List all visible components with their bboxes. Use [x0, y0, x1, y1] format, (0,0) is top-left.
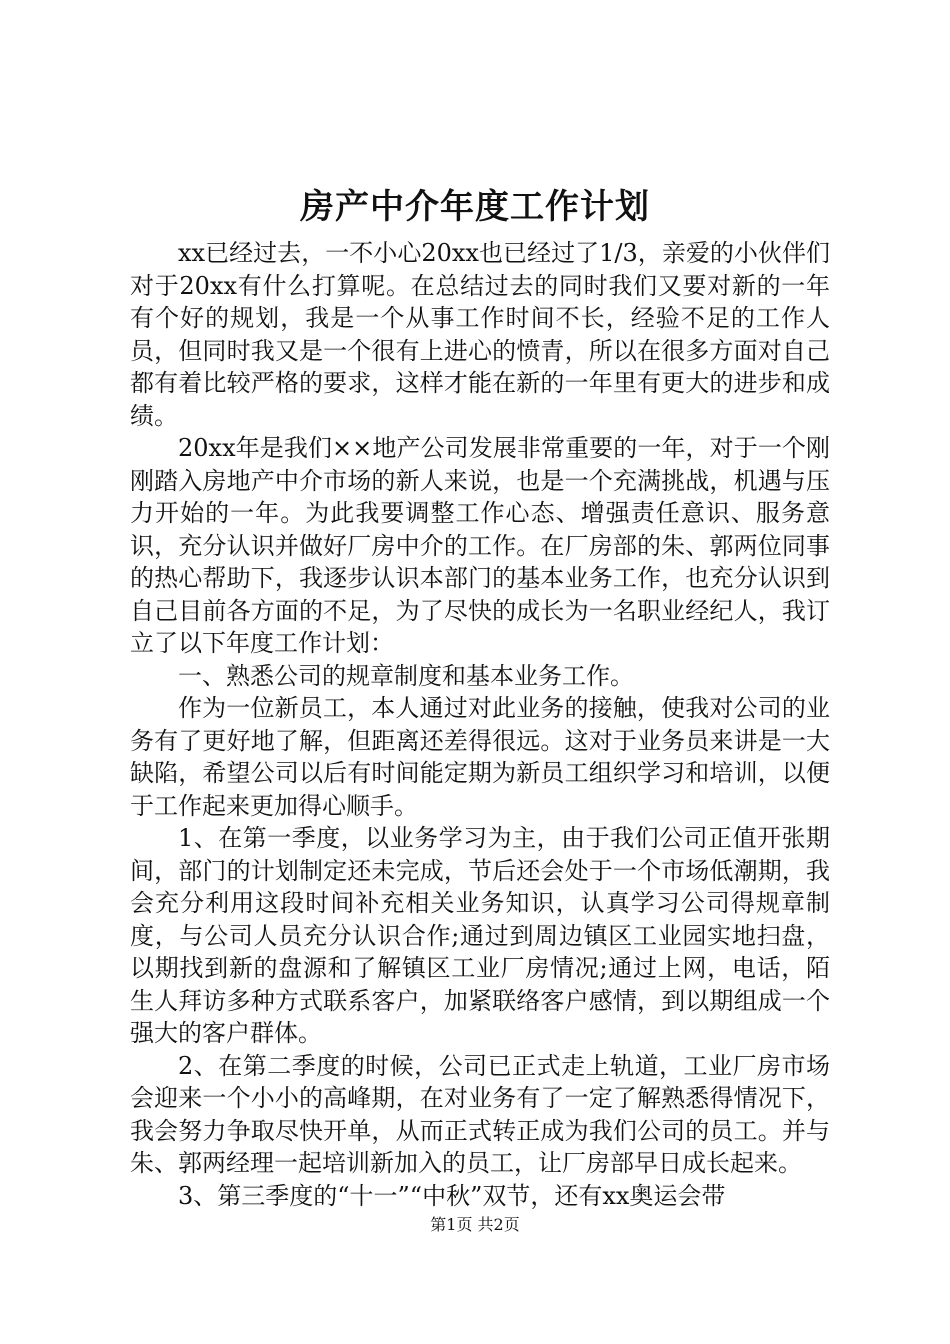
- document-title: 房产中介年度工作计划: [300, 187, 650, 227]
- paragraph-year-plan: 20xx年是我们××地产公司发展非常重要的一年，对于一个刚刚踏入房地产中介市场的新人来说，也是一个充满挑战，机遇与压力开始的一年。为此我要调整工作心态、增强责任意识、服务意识，充分认识并做好厂房中介的工作。在厂房部的朱、郭两位同事的热心帮助下，我逐步认识本部门的基本业务工作，也充分认识到自己目前各方面的不足，为了尽快的成长为一名职业经纪人，我订立了以下年度工作计划：: [130, 434, 830, 657]
- paragraph-new-employee: 作为一位新员工，本人通过对此业务的接触，使我对公司的业务有了更好地了解，但距离还差得很远。这对于业务员来讲是一大缺陷，希望公司以后有时间能定期为新员工组织学习和培训，以便于工作起来更加得心顺手。: [130, 694, 830, 820]
- paragraph-q3: 3、第三季度的“十一”“中秋”双节，还有xx奥运会带: [178, 1181, 726, 1210]
- document-body: [130, 237, 830, 1212]
- section-heading-1: 一、熟悉公司的规章制度和基本业务工作。: [178, 661, 634, 690]
- page-number-footer: 第1页 共2页: [430, 1215, 520, 1234]
- paragraph-q2: 2、在第二季度的时候，公司已正式走上轨道，工业厂房市场会迎来一个小小的高峰期，在对业务有了一定了解熟悉得情况下，我会努力争取尽快开单，从而正式转正成为我们公司的员工。并与朱、郭两经理一起培训新加入的员工，让厂房部早日成长起来。: [130, 1051, 830, 1177]
- paragraph-intro: xx已经过去，一不小心20xx也已经过了1/3，亲爱的小伙伴们对于20xx有什么打算呢。在总结过去的同时我们又要对新的一年有个好的规划，我是一个从事工作时间不长，经验不足的工作人员，但同时我又是一个很有上进心的愤青，所以在很多方面对自己都有着比较严格的要求，这样才能在新的一年里有更大的进步和成绩。: [130, 239, 830, 430]
- paragraph-q1: 1、在第一季度，以业务学习为主，由于我们公司正值开张期间，部门的计划制定还未完成，节后还会处于一个市场低潮期，我会充分利用这段时间补充相关业务知识，认真学习公司得规章制度，与公司人员充分认识合作;通过到周边镇区工业园实地扫盘，以期找到新的盘源和了解镇区工业厂房情况;通过上网，电话，陌生人拜访多种方式联系客户，加紧联络客户感情，到以期组成一个强大的客户群体。: [130, 824, 830, 1047]
